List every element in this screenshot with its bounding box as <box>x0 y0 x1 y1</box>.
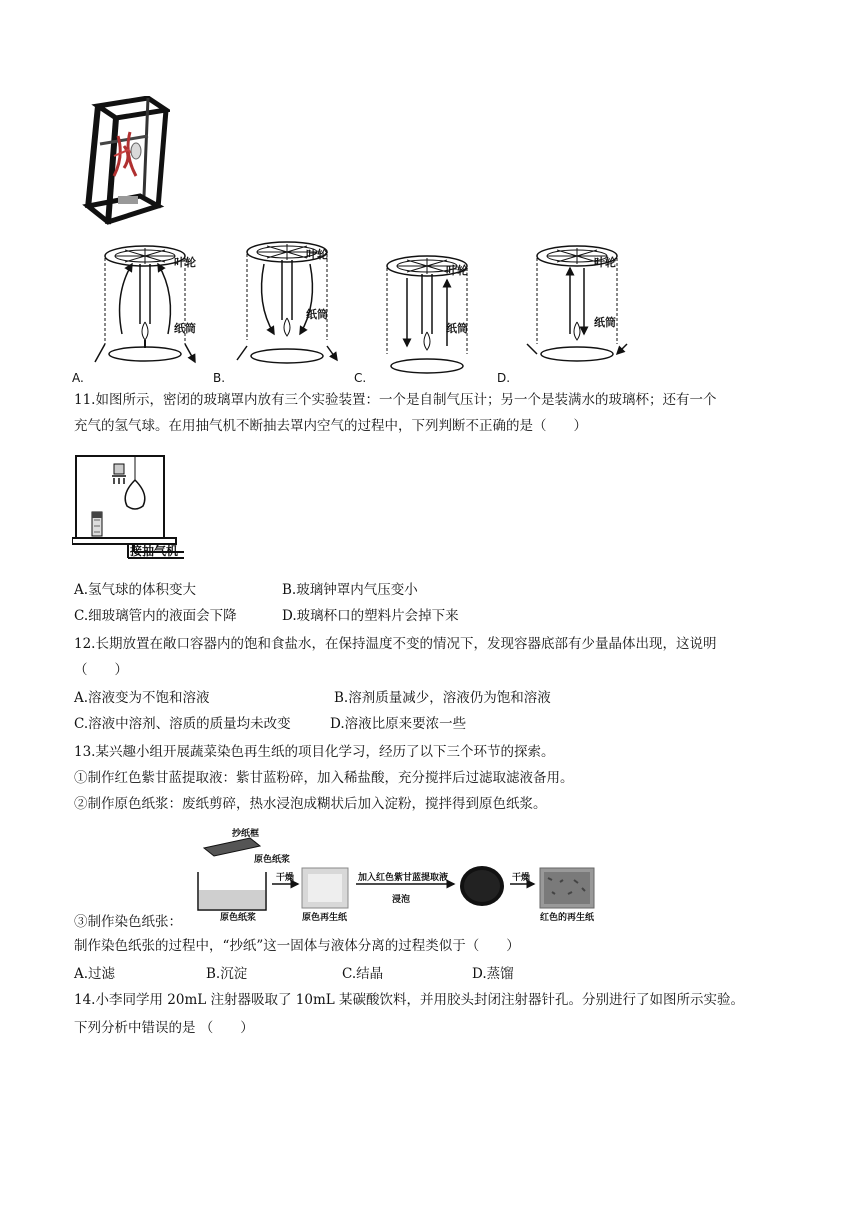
q13-question: 制作染色纸张的过程中，“抄纸”这一固体与液体分离的过程类似于（ ） <box>74 938 520 954</box>
q13-fig-pulp: 原色纸浆 <box>254 855 291 865</box>
q12-stem-line1: 12.长期放置在敞口容器内的饱和食盐水，在保持温度不变的情况下，发现容器底部有少量晶体出现，这说明 <box>74 636 717 652</box>
q13-option-d: D.蒸馏 <box>472 966 514 982</box>
q11-figure-label: 接抽气机 <box>130 544 179 558</box>
q13-fig-dry1: 干燥 <box>276 873 295 883</box>
q12-option-d: D.溶液比原来要浓一些 <box>330 716 467 732</box>
q13-option-a: A.过滤 <box>74 966 116 982</box>
q11-option-a: A.氢气球的体积变大 <box>74 582 197 598</box>
q13-fig-recycled: 原色再生纸 <box>302 913 348 923</box>
q13-step2: ②制作原色纸浆：废纸剪碎，热水浸泡成糊状后加入淀粉，搅拌得到原色纸浆。 <box>74 796 547 812</box>
q11-stem-line1: 11.如图所示，密闭的玻璃罩内放有三个实验装置：一个是自制气压计；另一个是装满水的玻璃杯；还有一个 <box>74 392 717 408</box>
q10-c-label-impeller: 叶轮 <box>446 264 468 277</box>
q10-d-label-tube: 纸筒 <box>594 316 616 329</box>
q10-option-a: A. <box>72 371 84 385</box>
q13-step3: ③制作染色纸张： <box>74 914 182 930</box>
q13-fig-red-paper: 红色的再生纸 <box>540 913 595 923</box>
q10-b-label-tube: 纸筒 <box>306 308 328 321</box>
q14-stem-line1: 14.小李同学用 20mL 注射器吸取了 10mL 某碳酸饮料，并用胶头封闭注射器针孔。分别进行了如图所示实验。 <box>74 992 745 1008</box>
q12-stem-line2: （ ） <box>74 662 128 678</box>
q10-d-label-impeller: 叶轮 <box>594 256 616 269</box>
q10-a-label-tube: 纸筒 <box>174 322 196 335</box>
q13-fig-frame: 抄纸框 <box>232 829 260 839</box>
q14-stem-line2: 下列分析中错误的是 （ ） <box>74 1020 254 1036</box>
q11-option-b: B.玻璃钟罩内气压变小 <box>282 582 418 598</box>
q10-option-b: B. <box>213 371 226 385</box>
q10-a-label-impeller: 叶轮 <box>174 256 196 269</box>
q10-option-figures <box>70 238 670 384</box>
q10-c-label-tube: 纸筒 <box>446 322 468 335</box>
q13-fig-dry2: 干燥 <box>512 873 531 883</box>
q13-fig-soak: 浸泡 <box>392 895 411 905</box>
q10-option-c: C. <box>354 371 367 385</box>
lantern-photo <box>78 96 170 226</box>
q11-option-d: D.玻璃杯口的塑料片会掉下来 <box>282 608 459 624</box>
q13-fig-add-extract: 加入红色紫甘蓝提取液 <box>358 873 449 883</box>
q11-stem-line2: 充气的氢气球。在用抽气机不断抽去罩内空气的过程中，下列判断不正确的是（ ） <box>74 418 587 434</box>
q10-b-label-impeller: 叶轮 <box>306 248 328 261</box>
q13-option-b: B.沉淀 <box>206 966 248 982</box>
q12-option-c: C.溶液中溶剂、溶质的质量均未改变 <box>74 716 291 732</box>
q13-option-c: C.结晶 <box>342 966 384 982</box>
q13-stem: 13.某兴趣小组开展蔬菜染色再生纸的项目化学习，经历了以下三个环节的探索。 <box>74 744 555 760</box>
q11-option-c: C.细玻璃管内的液面会下降 <box>74 608 237 624</box>
q13-fig-pulp-bottom: 原色纸浆 <box>220 913 257 923</box>
q12-option-a: A.溶液变为不饱和溶液 <box>74 690 210 706</box>
q12-option-b: B.溶剂质量减少，溶液仍为饱和溶液 <box>334 690 551 706</box>
q10-option-d: D. <box>497 371 511 385</box>
q13-step1: ①制作红色紫甘蓝提取液：紫甘蓝粉碎，加入稀盐酸，充分搅拌后过滤取滤液备用。 <box>74 770 574 786</box>
